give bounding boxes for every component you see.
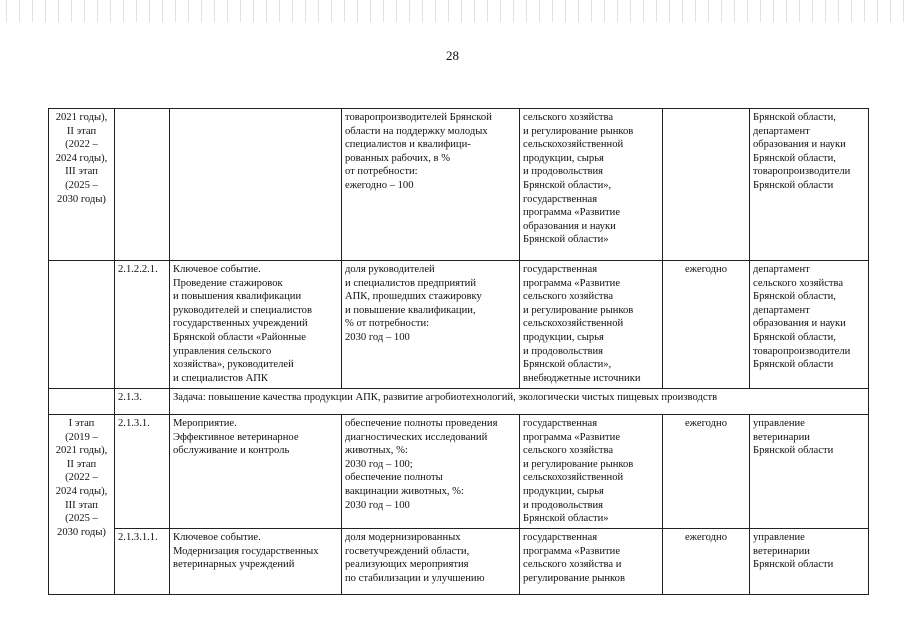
- number-cell: [115, 109, 170, 261]
- number-cell: 2.1.3.1.: [115, 415, 170, 529]
- program-table: [48, 108, 869, 595]
- name-cell: Ключевое событие. Проведение стажировок и повышения квалификации руководителей и специалистов государственных учреждений Брянской области «Районные управления сельского хозяйства», руководителей и специалистов АПК: [170, 261, 342, 389]
- stage-cell: [49, 389, 115, 415]
- table-row: [49, 415, 869, 529]
- table-row: [49, 109, 869, 261]
- page-number: 28: [446, 48, 459, 63]
- name-cell: Мероприятие. Эффективное ветеринарное обслуживание и контроль: [170, 415, 342, 529]
- source-cell: государственная программа «Развитие сельского хозяйства и регулирование рынков сельскохозяйственной продукции, сырья и продовольствия Брянской области»: [520, 415, 663, 529]
- source-cell: государственная программа «Развитие сельского хозяйства и регулирование рынков сельскохозяйственной продукции, сырья и продовольствия Брянской области», внебюджетные источники: [520, 261, 663, 389]
- stage-cell: I этап (2019 – 2021 годы), II этап (2022 – 2024 годы), III этап (2025 – 2030 годы): [49, 415, 115, 595]
- period-cell: ежегодно: [663, 415, 750, 529]
- executor-cell: управление ветеринарии Брянской области: [750, 415, 869, 529]
- task-row: [49, 389, 869, 415]
- source-cell: государственная программа «Развитие сельского хозяйства и регулирование рынков: [520, 529, 663, 595]
- stage-cell: [49, 261, 115, 389]
- number-cell: 2.1.3.: [115, 389, 170, 415]
- table-row: [49, 261, 869, 389]
- indicator-cell: товаропроизводителей Брянской области на поддержку молодых специалистов и квалифици- рованных рабочих, в % от потребности: ежегодно – 100: [342, 109, 520, 261]
- indicator-cell: доля руководителей и специалистов предприятий АПК, прошедших стажировку и повышение квалификации, % от потребности: 2030 год – 100: [342, 261, 520, 389]
- period-cell: ежегодно: [663, 261, 750, 389]
- task-cell: Задача: повышение качества продукции АПК, развитие агробиотехнологий, экологически чистых пищевых производств: [170, 389, 869, 415]
- scan-artifact-strip: [0, 0, 905, 22]
- executor-cell: департамент сельского хозяйства Брянской области, департамент образования и науки Брянской области, товаропроизводители Брянской области: [750, 261, 869, 389]
- number-cell: 2.1.3.1.1.: [115, 529, 170, 595]
- source-cell: сельского хозяйства и регулирование рынков сельскохозяйственной продукции, сырья и продовольствия Брянской области», государственная программа «Развитие образования и науки Брянской области»: [520, 109, 663, 261]
- name-cell: Ключевое событие. Модернизация государственных ветеринарных учреждений: [170, 529, 342, 595]
- period-cell: ежегодно: [663, 529, 750, 595]
- executor-cell: Брянской области, департамент образования и науки Брянской области, товаропроизводители Брянской области: [750, 109, 869, 261]
- executor-cell: управление ветеринарии Брянской области: [750, 529, 869, 595]
- indicator-cell: доля модернизированных госветучреждений области, реализующих мероприятия по стабилизации и улучшению: [342, 529, 520, 595]
- name-cell: [170, 109, 342, 261]
- number-cell: 2.1.2.2.1.: [115, 261, 170, 389]
- period-cell: [663, 109, 750, 261]
- table-row: [49, 529, 869, 595]
- stage-cell: 2021 годы), II этап (2022 – 2024 годы), III этап (2025 – 2030 годы): [49, 109, 115, 261]
- indicator-cell: обеспечение полноты проведения диагностических исследований животных, %: 2030 год – 100; обеспечение полноты вакцинации животных, %: 2030 год – 100: [342, 415, 520, 529]
